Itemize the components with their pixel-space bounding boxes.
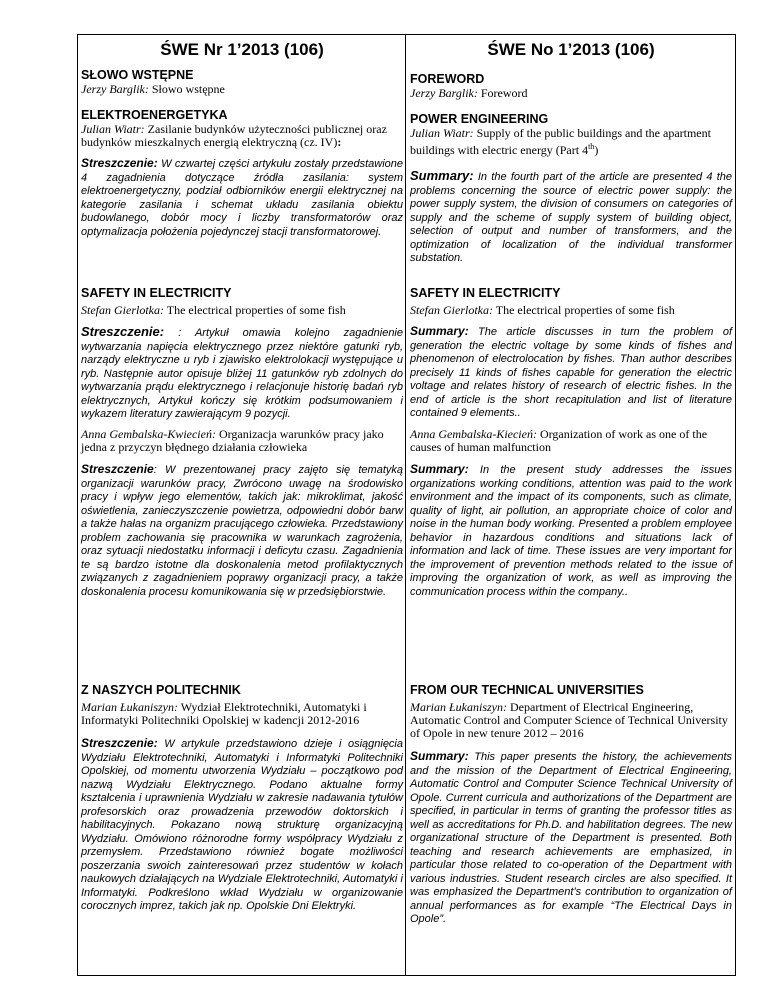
abstract-text: The article discusses in turn the problem of generation the electric voltage by some kinds of fishes and phenomenon of electrolocation by fishes. Than author describes precisely 11 kinds of fishes capable for generation the electric voltage and relates history of research of electric fishes. In the end of article is the short recapitulation and list of literature contained 9 elements.. — [410, 326, 732, 419]
article-entry — [81, 123, 403, 149]
author-name: Anna Gembalska-Kiecień: — [410, 427, 537, 441]
abstract — [81, 325, 403, 422]
author-name: Jerzy Barglik: — [410, 86, 478, 100]
abstract-label: Streszczenie — [81, 462, 154, 476]
abstract — [81, 157, 403, 239]
article-title: Organizacja warunków pracy jako jedna z przyczyn błędnego działania człowieka — [81, 427, 384, 454]
abstract — [81, 737, 403, 914]
article-entry — [81, 83, 403, 96]
article-title: Organization of work as one of the causes of human malfunction — [410, 427, 708, 454]
section-power-pl — [81, 108, 403, 239]
section-title: FOREWORD — [410, 72, 485, 86]
article-title: Supply of the public buildings and the apartment buildings with electric energy (Part 4 — [410, 126, 711, 157]
section-foreword-en — [410, 72, 732, 100]
author-name: Anna Gembalska-Kwiecień: — [81, 427, 216, 441]
article-title: Wydział Elektrotechniki, Automatyki i Informatyki Politechniki Opolskiej w kadencji 2012-2016 — [81, 700, 367, 727]
section-safety-pl — [81, 286, 403, 422]
section-title: ELEKTROENERGETYKA — [81, 108, 228, 122]
author-name: Stefan Gierlotka: — [410, 303, 493, 317]
article-entry — [410, 701, 732, 740]
article-entry — [81, 701, 403, 727]
section-title: SAFETY IN ELECTRICITY — [410, 286, 561, 300]
title-suffix: ) — [594, 143, 599, 157]
section-univ-pl — [81, 683, 403, 914]
abstract-label: Streszczenie: — [81, 736, 158, 750]
abstract-text: W artykule przedstawiono dzieje i osiągnięcia Wydziału Elektrotechniki, Automatyki i Informatyki Politechniki Opolskiej, od momentu utworzenia Wydziału – początkowo pod nazwą Wydziału Elektrycznego. Podano aktualne formy kształcenia i uprawnienia Wydziału w zakresie nadawania tytułów profesorskich oraz prowadzenia przewodów doktorskich i habilitacyjnych. Pokazano nową strukturę organizacyjną Wydziału. Omówiono różnorodne formy współpracy Wydziału z przemysłem. Przedstawiono również bogate możliwości poszerzania swoich zainteresowań przez studentów w kołach naukowych działających na Wydziale Elektrotechniki, Automatyki i Informatyki. Podkreślono wkład Wydziału w organizowanie corocznych imprez, takich jak np. Opolskie Dni Elektryki. — [81, 738, 403, 912]
superscript: th — [588, 142, 595, 151]
abstract — [410, 750, 732, 927]
author-name: Julian Wiatr: — [81, 122, 145, 136]
column-separator — [405, 34, 406, 976]
section-univ-en — [410, 683, 732, 927]
author-name: Jerzy Barglik: — [81, 82, 149, 96]
abstract — [410, 169, 732, 266]
section-title: Z NASZYCH POLITECHNIK — [81, 683, 241, 697]
article-title: Foreword — [477, 86, 528, 100]
issue-heading-en: ŚWE No 1’2013 (106) — [487, 40, 655, 59]
article-title: The electrical properties of some fish — [163, 303, 346, 317]
abstract-text: : Artykuł omawia kolejno zagadnienie wytwarzania napięcia elektrycznego przez niektóre gatunki ryb, narządy elektryczne u ryb i zjawisko elektrolokacji występujące u ryb. Następnie autor opisuje bliżej 11 gatunków ryb zdolnych do wytwarzania prądu elektrycznego i relacjonuje historię badań ryb elektrycznych, Artykuł kończy się krótkim podsumowaniem i wykazem literatury zawierającym 9 pozycji. — [81, 327, 403, 420]
author-name: Julian Wiatr: — [410, 126, 474, 140]
abstract-label: Summary: — [410, 749, 469, 763]
author-name: Marian Łukaniszyn: — [81, 700, 178, 714]
abstract-text: : W prezentowanej pracy zajęto się tematyką organizacji warunków pracy, Zwrócono uwagę na środowisko pracy i wpływ jego elementów, takich jak: mikroklimat, jakość oświetlenia, zanieczyszczenie powietrza, odpowiedni dobór barw a także hałas na organizm pracującego człowieka. Przedstawiony problem zachowania się pracownika w warunkach zagrożenia, oraz sytuacji niedostatku informacji i deficytu czasu. Zagadnienia te są bardzo istotne dla doskonalenia metod profilaktycznych związanych z zagadnieniem poprawy organizacji pracy, a także doskonalenia procesu komunikowania się w przedsiębiorstwie. — [81, 464, 403, 598]
article-entry — [410, 428, 732, 454]
abstract-text: In the fourth part of the article are presented 4 the problems concerning the source of electric power supply: the power supply system, the division of consumers on categories of supply and the scheme of supply system of building object, selection of output and number of transformers, and the optimization of localization of the individual transformer substation. — [410, 171, 732, 264]
section-work-pl — [81, 428, 403, 599]
abstract — [410, 463, 732, 599]
article-title: Zasilanie budynków użyteczności publicznej oraz budynków mieszkalnych energią elektryczną (cz. IV) — [81, 122, 387, 149]
abstract-text: In the present study addresses the issues organizations working conditions, attention was paid to the work environment and the impact of its components, such as climate, quality of light, air pollution, an appropriate choice of color and noise in the human body working. Presented a problem employee behavior in hazardous conditions and situations lack of information and lack of time. These issues are very important for the improvement of prevention methods related to the issue of improving the organization of work, as well as improving the communication process within the company.. — [410, 464, 732, 598]
section-title: SŁOWO WSTĘPNE — [81, 68, 194, 82]
author-name: Stefan Gierlotka: — [81, 303, 164, 317]
article-title: Słowo wstępne — [148, 82, 225, 96]
abstract-label: Streszczenie: — [81, 324, 165, 339]
article-entry — [410, 127, 732, 157]
abstract-label: Summary: — [410, 324, 469, 338]
article-title: Department of Electrical Engineering, Automatic Control and Computer Science of Technical University of Opole in new tenure 2012 – 2016 — [410, 700, 728, 740]
article-entry — [81, 304, 403, 317]
section-title: FROM OUR TECHNICAL UNIVERSITIES — [410, 683, 644, 697]
abstract — [410, 325, 732, 421]
abstract-label: Summary: — [410, 168, 474, 183]
section-foreword-pl — [81, 68, 403, 96]
abstract — [81, 463, 403, 599]
section-title: SAFETY IN ELECTRICITY — [81, 286, 232, 300]
section-power-en — [410, 112, 732, 266]
article-title: The electrical properties of some fish — [492, 303, 675, 317]
title-suffix: : — [337, 135, 342, 149]
article-entry — [410, 87, 732, 100]
section-work-en — [410, 428, 732, 599]
abstract-label: Summary: — [410, 462, 469, 476]
abstract-label: Streszczenie: — [81, 156, 158, 170]
author-name: Marian Łukaniszyn: — [410, 700, 507, 714]
article-entry — [81, 428, 403, 454]
section-safety-en — [410, 286, 732, 421]
issue-heading-pl: ŚWE Nr 1’2013 (106) — [160, 40, 324, 59]
article-entry — [410, 304, 732, 317]
abstract-text: This paper presents the history, the achievements and the mission of the Department of Electrical Engineering, Automatic Control and Computer Science Technical University of Opole. Current curricula and authorizations of the Department are specified, in particular in terms of granting the professor titles as well as accreditations for Ph.D. and habilitation degrees. The new organizational structure of the Department is presented. Both teaching and research achievements are emphasized, in particular those related to co-operation of the Department with various industries. Student research circles are also specified. It was emphasized the Department’s contribution to organization of annual performances as for example “The Electrical Days in Opole”. — [410, 751, 732, 925]
abstract-text: W czwartej części artykułu zostały przedstawione 4 zagadnienia dotyczące źródła zasilania: system elektroenergetyczny, podział odbiorników energii elektrycznej na kategorie zasilania i schemat układu zasilania obiektu budowlanego, dobór mocy i liczby transformatorów oraz optymalizacja położenia pojedynczej stacji transformatorowej. — [81, 158, 403, 238]
section-title: POWER ENGINEERING — [410, 112, 549, 126]
